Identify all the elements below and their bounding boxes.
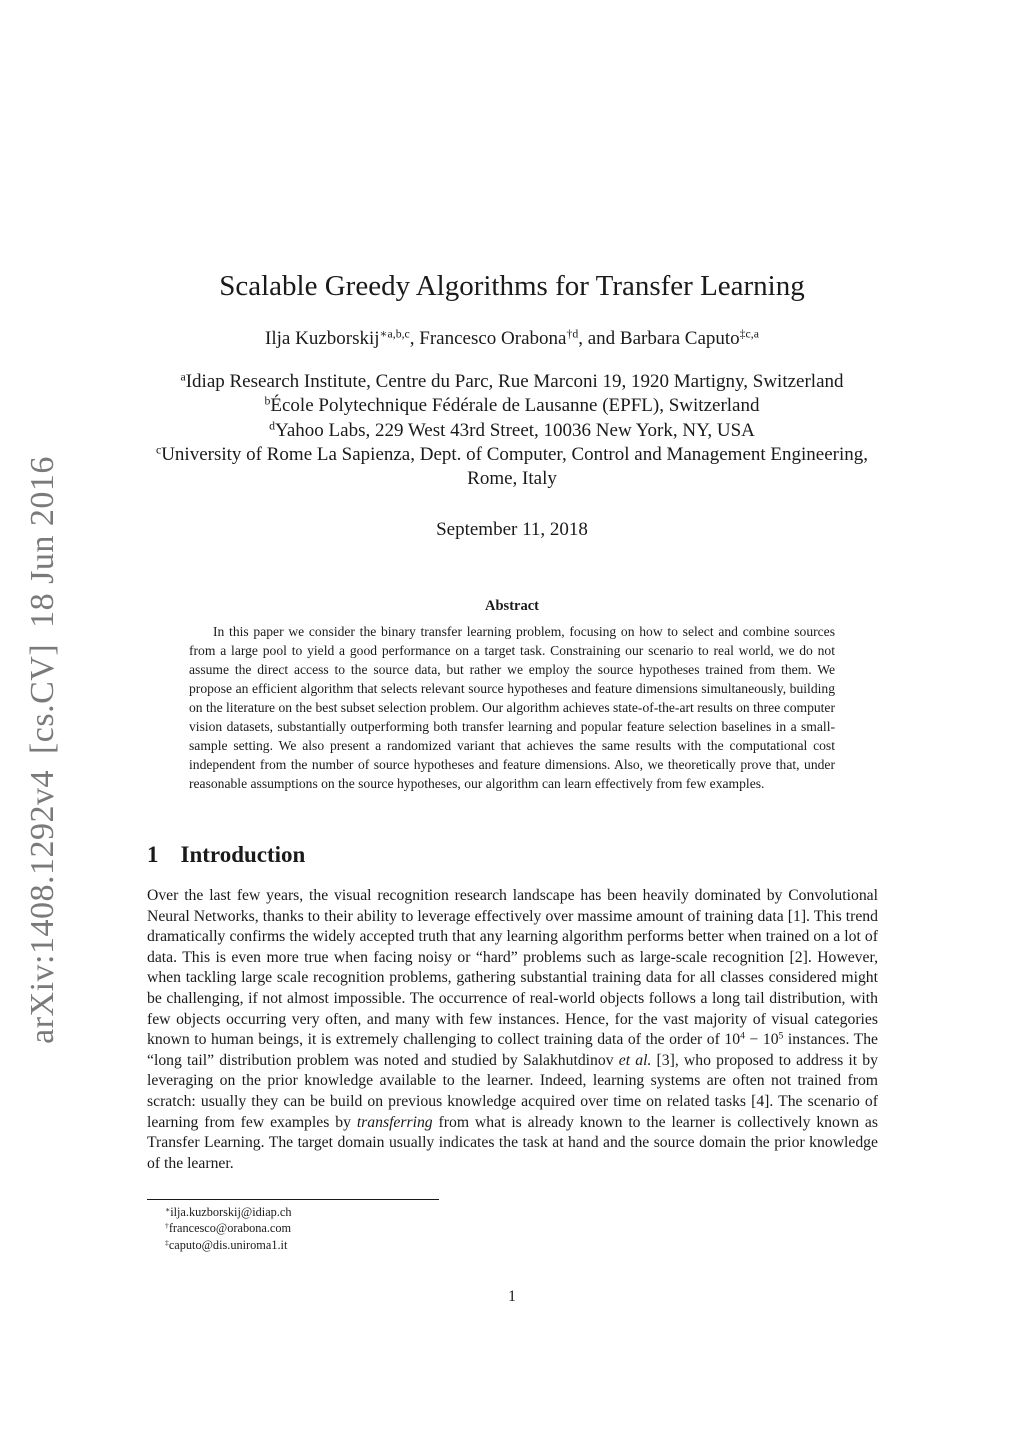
footnote [165,1204,291,1220]
footnote-text: caputo@dis.uniroma1.it [168,1237,288,1252]
author-name: Barbara Caputo [619,328,740,349]
author-list [0,328,1024,350]
footnote-text: ilja.kuzborskij@idiap.ch [170,1205,292,1219]
math-exponent: 5 [778,1030,784,1042]
author-separator: , and [578,328,620,349]
footnote-rule [147,1199,439,1200]
author-separator: , [409,328,420,349]
affiliation-list [140,370,884,491]
author-marks: ∗a,b,c [379,327,410,341]
abstract-text: In this paper we consider the binary transfer learning problem, focusing on how to select and combine sources from a large pool to yield a good performance on a target task. Constraining our scenario to real world, we do not assume the direct access to the source data, but rather we employ the source hypotheses trained from them. We propose an efficient algorithm that selects relevant source hypotheses and feature dimensions simultaneously, building on the literature on the best subset selection problem. Our algorithm achieves state-of-the-art results on three computer vision datasets, substantially outperforming both transfer learning and popular feature selection baselines in a small-sample setting. We also present a randomized variant that achieves the same results with the computational cost independent from the number of source hypotheses and feature dimensions. Also, we theoretically prove that, under reasonable assumptions on the source hypotheses, our algorithm can learn effectively from few examples. [189,624,835,791]
paper-title: Scalable Greedy Algorithms for Transfer Learning [219,270,805,302]
math-base: 10 [762,1031,779,1049]
affiliation-mark: d [269,419,276,433]
intro-text: from what is already known to the learner is collectively known as Transfer Learning. The target domain usually indicates the task at hand and the source domain the prior knowledge of the learner. [147,1113,878,1172]
footnote-text: francesco@orabona.com [168,1221,292,1236]
introduction-paragraph [147,886,878,1174]
intro-emphasis: transferring [356,1113,433,1131]
affiliation-mark: a [180,370,186,384]
intro-emphasis: et al. [618,1051,652,1069]
abstract-heading: Abstract [485,598,539,614]
affiliation [140,443,884,492]
section-heading [147,842,305,868]
affiliation-text: Idiap Research Institute, Centre du Parc, Rue Marconi 19, 1920 Martigny, Switzerland [185,371,844,392]
footnote-mark: ‡ [165,1237,169,1247]
affiliation [140,419,884,443]
intro-text: instances. The “long tail” distribution problem was noted and studied by Salakhutdinov [147,1031,878,1069]
affiliation-mark: c [155,443,162,457]
footnote-mark: ∗ [165,1204,171,1214]
affiliation-text: Yahoo Labs, 229 West 43rd Street, 10036 New York, NY, USA [275,419,755,441]
intro-text: [3], who proposed to address it by leveraging on the prior knowledge available to the learner. Indeed, learning systems are often not trained from scratch: usually they can be build on previous knowledge acquired over time on related tasks [4]. The scenario of learning from few examples by [147,1051,878,1131]
math-exponent: 4 [740,1030,745,1042]
section-title: Introduction [180,842,306,867]
math-operator: − [744,1031,763,1049]
affiliation-text: École Polytechnique Fédérale de Lausanne (EPFL), Switzerland [270,395,760,417]
affiliation-mark: b [264,394,271,408]
arxiv-id: arXiv:1408.1292v4 [24,770,61,1044]
footnote-list [165,1204,291,1253]
affiliation-text: University of Rome La Sapienza, Dept. of Computer, Control and Management Engineering, Rome, Italy [161,443,869,490]
paper-date: September 11, 2018 [436,519,588,540]
affiliation [140,370,884,394]
footnote [165,1220,291,1236]
author-marks: ‡c,a [739,327,759,341]
author-name: Francesco Orabona [419,328,567,349]
footnote [165,1237,291,1253]
author-marks: †d [566,327,579,341]
affiliation [140,394,884,418]
math-base: 10 [724,1031,741,1049]
section-number: 1 [147,842,159,867]
page-number: 1 [508,1288,516,1305]
footnote-mark: † [165,1221,169,1231]
author-name: Ilja Kuzborskij [265,328,380,349]
arxiv-date: 18 Jun 2016 [24,456,61,628]
arxiv-category: [cs.CV] [24,643,61,755]
intro-text: Over the last few years, the visual recognition research landscape has been heavily dominated by Convolutional Neural Networks, thanks to their ability to leverage effectively over massime amount of training data [1]. This trend dramatically confirms the widely accepted truth that any learning algorithm performs better when trained on a lot of data. This is even more true when facing noisy or “hard” problems such as large-scale recognition [2]. However, when tackling large scale recognition problems, gathering substantial training data for all classes considered might be challenging, if not almost impossible. The occurrence of real-world objects follows a long tail distribution, with few objects occurring very often, and many with few instances. Hence, for the vast majority of visual categories known to human beings, it is extremely challenging to collect training data of the order of [147,887,878,1049]
